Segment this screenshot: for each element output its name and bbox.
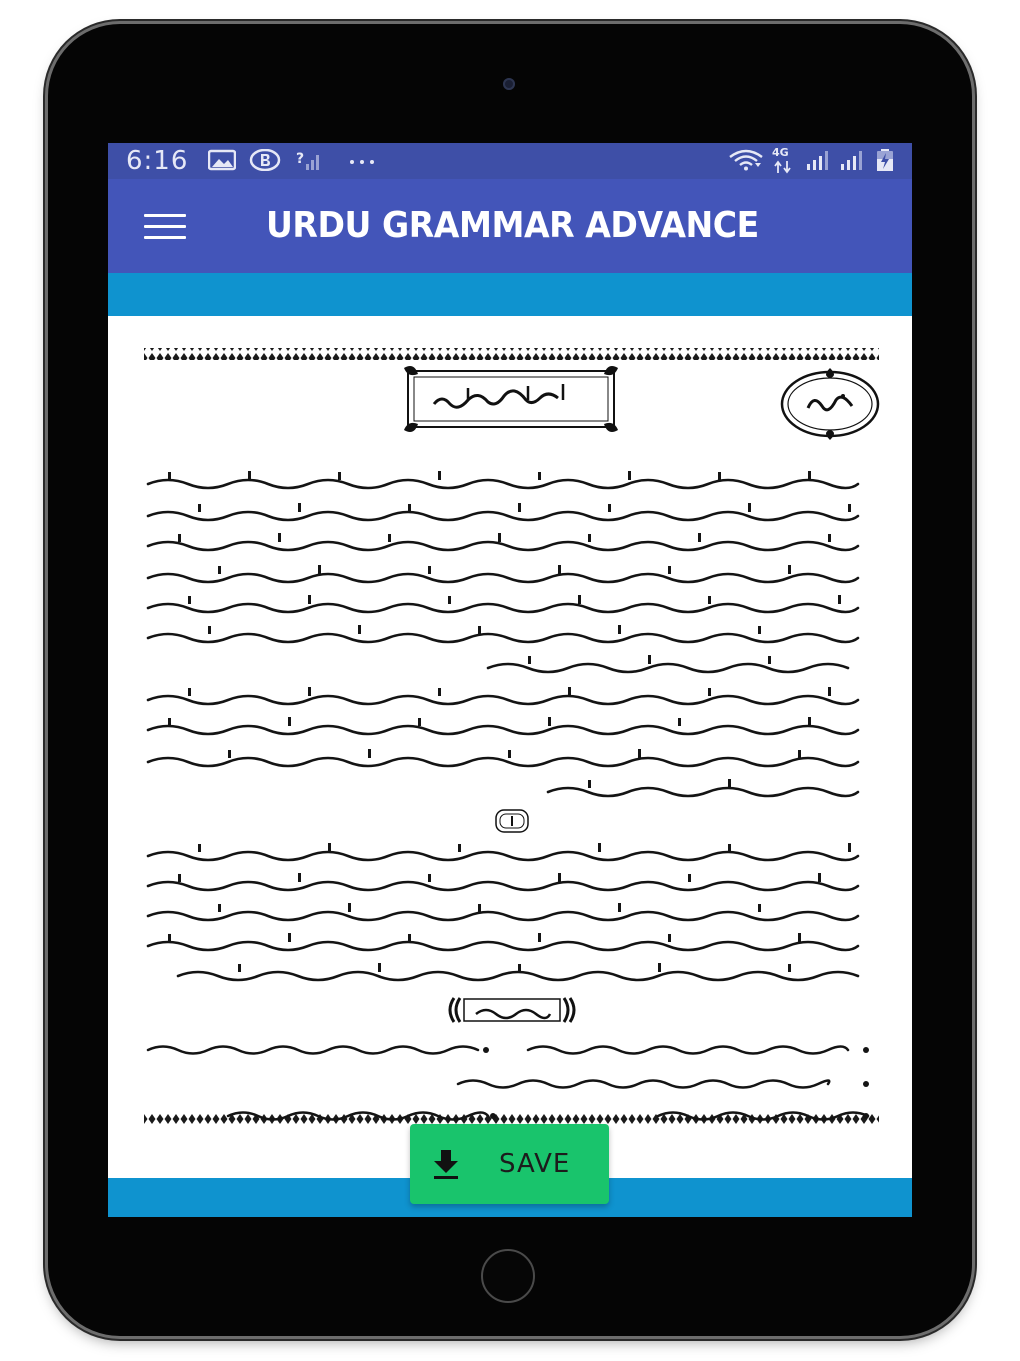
svg-text:?: ? [296, 151, 305, 167]
signal-icon [839, 149, 865, 171]
save-button[interactable] [410, 1124, 609, 1204]
questions-list-picture [148, 1047, 868, 1120]
device-screen [108, 143, 912, 1217]
signal-icon [805, 149, 831, 171]
network-type-label: 4G [772, 146, 789, 159]
battery-charging-icon [875, 149, 895, 171]
more-dots-icon [348, 149, 378, 171]
app-title: URDU GRAMMAR ADVANCE [266, 205, 759, 246]
paragraph-1-picture [148, 480, 858, 672]
paragraph-1-dots-picture [168, 471, 851, 664]
no-signal-icon [296, 149, 322, 171]
b-circle-icon [249, 149, 281, 171]
wifi-icon [728, 149, 764, 171]
hamburger-menu-icon[interactable] [144, 214, 186, 240]
passage-number-marker-picture [496, 810, 528, 832]
app-bar [108, 179, 912, 273]
status-time: 6:16 [126, 146, 189, 176]
paragraph-2-picture [148, 696, 858, 796]
accent-strip-top [108, 273, 912, 316]
front-camera [503, 78, 515, 90]
4g-icon [772, 146, 796, 176]
status-bar [108, 143, 912, 179]
section-title-cartouche-picture [404, 366, 618, 432]
download-icon [428, 1146, 464, 1182]
gallery-icon [208, 149, 236, 171]
paragraph-3-picture [148, 852, 858, 980]
chapter-badge-picture [782, 368, 878, 440]
urdu-text-page-picture [108, 316, 912, 1178]
save-button-label: SAVE [499, 1149, 571, 1179]
home-button[interactable] [481, 1249, 535, 1303]
scanned-page-image [108, 316, 912, 1178]
questions-heading-picture [450, 998, 574, 1022]
